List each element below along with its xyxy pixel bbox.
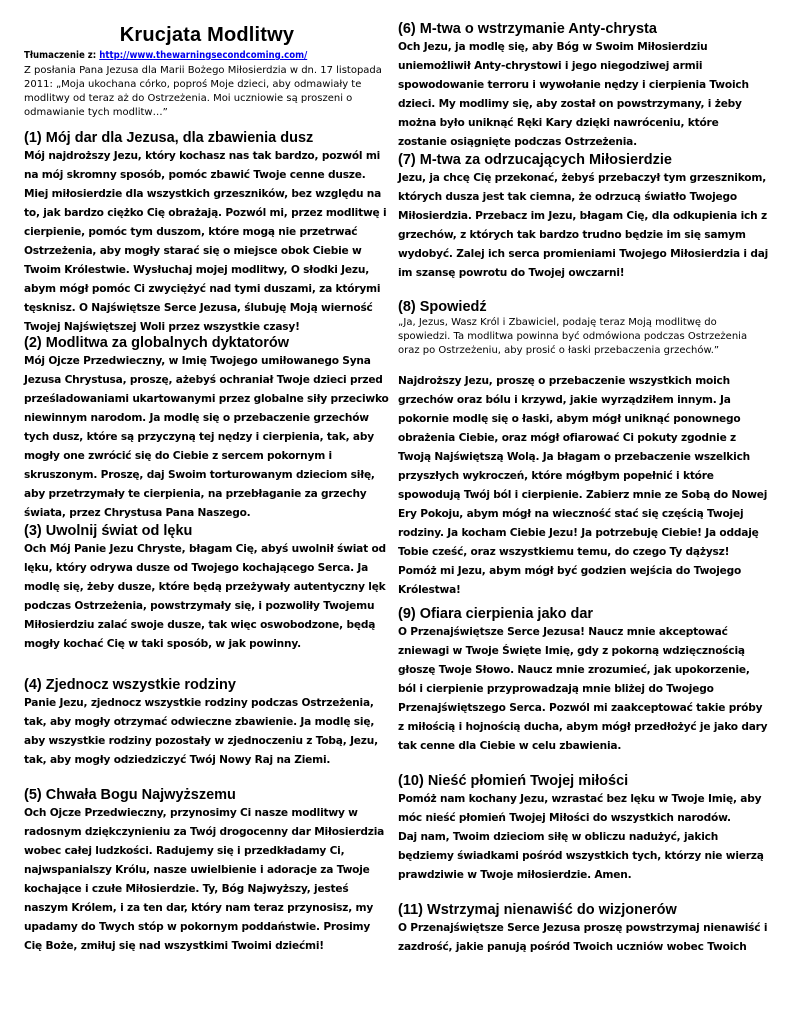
document-title: Krucjata Modlitwy xyxy=(119,24,295,46)
prayer-3 xyxy=(24,522,390,654)
prayer-heading: (4) Zjednocz wszystkie rodziny xyxy=(24,677,236,693)
prayer-heading: (6) M-twa o wstrzymanie Anty-chrysta xyxy=(398,21,657,37)
prayer-9 xyxy=(398,605,770,756)
prayer-10 xyxy=(398,772,770,885)
prayer-text: Mój najdroższy Jezu, który kochasz nas tak bardzo, pozwól mi na mój skromny sposób, pomóc zbawić Twoje cenne dusze. Miej miłosierdzie dla wszystkich grzeszników, bez względu na to, jak bardzo ciężko Cię obrażają. Pozwól mi, przez modlitwę i cierpienie, pomóc tym duszom, które mogą nie przetrwać Ostrzeżenia, aby mogły starać się o miejsce obok Ciebie w Twoim Królestwie. Wysłuchaj mojej modlitwy, O słodki Jezu, abym mógł pomóc Ci zwyciężyć nad tymi duszami, za którymi tęsknisz. O Najświętsze Serce Jezusa, ślubuję Moją wierność Twojej Najświętszej Woli przez wszystkie czasy! xyxy=(24,150,387,333)
translation-line xyxy=(24,49,389,63)
prayer-text-continued: Daj nam, Twoim dzieciom siłę w obliczu nadużyć, jakich będziemy świadkami pośród wszystkich tych, którzy nie wierzą prawdziwie w Twoje miłosierdzie. Amen. xyxy=(398,831,764,881)
prayer-4 xyxy=(24,676,390,770)
prayer-heading: (8) Spowiedź xyxy=(398,299,487,315)
prayer-heading: (10) Nieść płomień Twojej miłości xyxy=(398,773,629,789)
prayer-5 xyxy=(24,786,390,956)
prayer-heading: (1) Mój dar dla Jezusa, dla zbawienia dusz xyxy=(24,130,314,146)
prayer-2 xyxy=(24,334,390,523)
translation-label: Tłumaczenie z: xyxy=(24,50,100,61)
prayer-6 xyxy=(398,20,770,152)
prayer-text: O Przenajświętsze Serce Jezusa! Naucz mnie akceptować zniewagi w Twoje Święte Imię, gdy z pokorną wdzięcznością głoszę Twoje Słowo. Naucz mnie zrozumieć, jak upokorzenie, ból i cierpienie przyprowadzają mnie bliżej do Twojego Przenajświętszego Serca. Pozwól mi zaakceptować takie próby z miłością i hojnością ducha, abym mógł przedłożyć je jako dary tak cenne dla Ciebie w celu zbawienia. xyxy=(398,626,768,752)
prayer-heading: (9) Ofiara cierpienia jako dar xyxy=(398,606,594,622)
prayer-11 xyxy=(398,901,770,957)
prayer-heading: (3) Uwolnij świat od lęku xyxy=(24,523,193,539)
prayer-text: Pomóż nam kochany Jezu, wzrastać bez lęku w Twoje Imię, aby móc nieść płomień Twojej Miłości do wszystkich narodów. xyxy=(398,793,762,824)
prayer-text: Panie Jezu, zjednocz wszystkie rodziny podczas Ostrzeżenia, tak, aby mogły otrzymać odwieczne zbawienie. Ja modlę się, aby wszystkie rodziny pozostały w zjednoczeniu z Tobą, Jezu, tak, aby mogły odziedziczyć Twój Nowy Raj na Ziemi. xyxy=(24,697,378,766)
prayer-quote: „Ja, Jezus, Wasz Król i Zbawiciel, podaję teraz Moją modlitwę do spowiedzi. Ta modlitwa powinna być odmówiona podczas Ostrzeżenia oraz po Ostrzeżeniu, aby prosić o łaski przebaczenia grzechów.” xyxy=(398,317,748,356)
prayer-text: Jezu, ja chcę Cię przekonać, żebyś przebaczył tym grzesznikom, których dusza jest tak ciemna, że odrzucą światło Twojego Miłosierdzia. Przebacz im Jezu, błagam Cię, dla odkupienia ich z grzechów, z których tak bardzo trudno będzie im się samym wydobyć. Zalej ich serca promieniami Twojego Miłosierdzia i daj im szansę powrotu do Twojej owczarni! xyxy=(398,172,769,279)
prayer-8 xyxy=(398,298,770,600)
prayer-text: Och Mój Panie Jezu Chryste, błagam Cię, abyś uwolnił świat od lęku, który odrywa dusze od Twojego kochającego Serca. Ja modlę się, żeby dusze, które będą przeżywały autentyczny lęk podczas Ostrzeżenia, powstrzymały się, i pozwoliły Twojemu Miłosierdziu zalać swoje dusze, tak więc oswobodzone, będą mogły kochać Cię w taki sposób, w jak powinny. xyxy=(24,543,386,650)
prayer-text: Och Ojcze Przedwieczny, przynosimy Ci nasze modlitwy w radosnym dziękczynieniu za Twój drogocenny dar Miłosierdzia wobec całej ludzkości. Radujemy się i przedkładamy Ci, najwspanialszy Królu, nasze uwielbienie i adoracje za Twoje kochające i czułe Miłosierdzie. Ty, Bóg Najwyższy, jesteś naszym Królem, i za ten dar, który nam teraz przynosisz, my upadamy do Twych stóp w pokornym poddaństwie. Prosimy Cię Boże, zmiłuj się nad wszystkimi Twoimi dziećmi! xyxy=(24,807,385,952)
prayer-text: Mój Ojcze Przedwieczny, w Imię Twojego umiłowanego Syna Jezusa Chrystusa, proszę, ażebyś ochraniał Twoje dzieci przed prześladowaniami ukartowanymi przez globalne siły przeciwko niewinnym narodom. Ja modlę się o przebaczenie grzechów tych dusz, które są przyczyną tej nędzy i cierpienia, tak, aby mogły one zwrócić się do Ciebie z sercem pokornym i skruszonym. Proszę, daj Swoim torturowanym dzieciom siłę, aby przetrzymały te cierpienia, na przebłaganie za grzechy świata, przez Chrystusa Pana Naszego. xyxy=(24,355,389,519)
prayer-text: Najdroższy Jezu, proszę o przebaczenie wszystkich moich grzechów oraz bólu i krzywd, jakie wyrządziłem innym. Ja pokornie modlę się o łaski, abym mógł uniknąć ponownego obrażenia Ciebie, oraz mógł ofiarować Ci pokuty zgodnie z Twoją Najświętszą Wolą. Ja błagam o przebaczenie wszelkich przyszłych wykroczeń, które mógłbym popełnić i które spowodują Twój ból i cierpienie. Zabierz mnie ze Sobą do Nowej Ery Pokoju, abym mógł na wieczność stać się częścią Twojej rodziny. Ja kocham Ciebie Jezu! Ja potrzebuję Ciebie! Ja oddaję Tobie cześć, oraz wszystkiemu temu, do czego Ty dążysz! Pomóż mi Jezu, abym mógł być godzien wejścia do Twojego Królestwa! xyxy=(398,375,768,596)
prayer-heading: (2) Modlitwa za globalnych dyktatorów xyxy=(24,335,290,351)
source-link[interactable]: http://www.thewarningsecondcoming.com/ xyxy=(99,50,308,61)
prayer-heading: (11) Wstrzymaj nienawiść do wizjonerów xyxy=(398,902,677,918)
prayer-text: O Przenajświętsze Serce Jezusa proszę powstrzymaj nienawiść i zazdrość, jakie panują pośród Twoich uczniów wobec Twoich xyxy=(398,922,768,953)
prayer-heading: (5) Chwała Bogu Najwyższemu xyxy=(24,787,236,803)
prayer-1 xyxy=(24,129,390,337)
left-column xyxy=(24,0,390,952)
prayer-text: Och Jezu, ja modlę się, aby Bóg w Swoim Miłosierdziu uniemożliwił Anty-chrystowi i jego niegodziwej armii spowodowanie terroru i wywołanie nędzy i cierpienia Twoich dzieci. My modlimy się, aby został on powstrzymany, i żeby można było uniknąć Ręki Kary dzięki nawróceniu, które zostanie osiągnięte podczas Ostrzeżenia. xyxy=(398,41,749,148)
prayer-heading: (7) M-twa za odrzucających Miłosierdzie xyxy=(398,152,672,168)
prayer-7 xyxy=(398,151,770,283)
intro-text: Z posłania Pana Jezusa dla Marii Bożego Miłosierdzia w dn. 17 listopada 2011: „Moja ukochana córko, poproś Moje dzieci, aby odmawiały te modlitwy od teraz aż do Ostrzeżenia. Moi uczniowie są proszeni o odmawianie tych modlitw…” xyxy=(24,65,382,118)
